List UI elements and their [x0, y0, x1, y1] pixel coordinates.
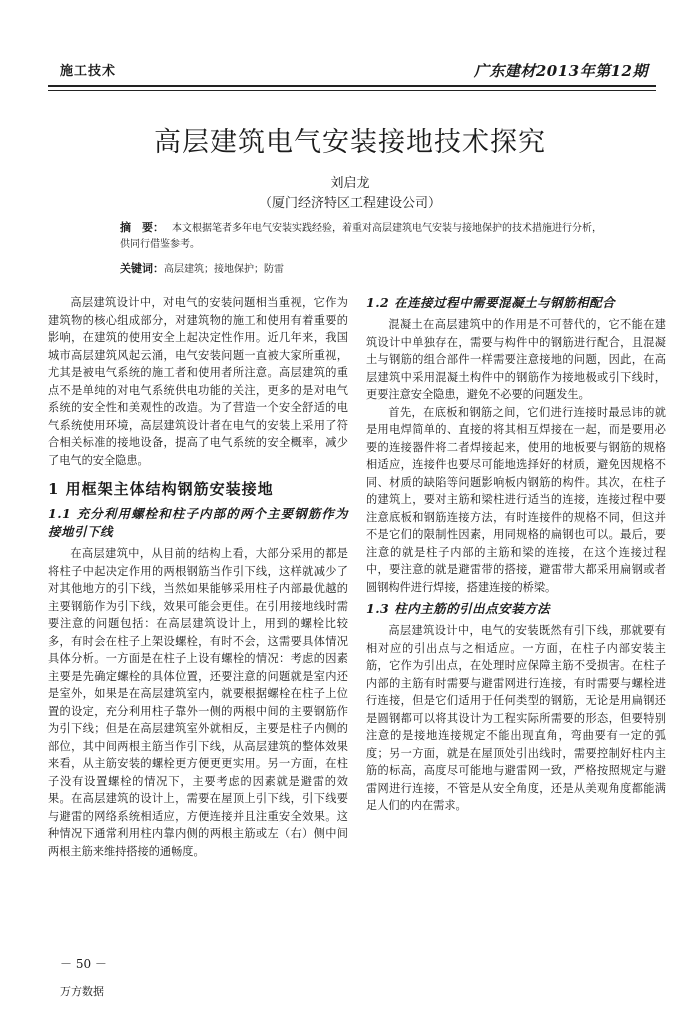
keywords-text: 高层建筑；接地保护；防雷 [164, 264, 284, 275]
section-1-3-heading: 1.3 柱内主筋的引出点安装方法 [366, 601, 551, 616]
section-1-1-paragraph: 在高层建筑中，从目前的结构上看，大部分采用的都是将柱子中起决定作用的两根钢筋当作引下线，这样就减少了对其他地方的引下线，当然如果能够采用柱子内部最优越的主要钢筋作为引下线，效果可能会更佳。在引用接地线时需要注意的问题包括：在高层建筑设计上，用到的螺栓比较多，有时会在柱子上架设螺栓，有时不会，这需要具体情况具体分析。一方面是在柱子上设有螺栓的情况：考虑的因素主要是先确定螺栓的具体位置，还要注意的问题就是室内还是室外，如果是在高层建筑室内，就要根据螺栓在柱子上位置的设定，充分利用柱子靠外一侧的两根中间的主要钢筋作为引下线；但是在高层建筑室外就相反，主要是柱子内侧的部位，其中间两根主筋当作引下线，从高层建筑的整体效果来看，从主筋安装的螺栓更方便更更实用。另一方面，在柱子没有设置螺栓的情况下，主要考虑的因素就是避雷的效果。在高层建筑的设计上，需要在屋顶上引下线，引下线要与避雷的网络系统相适应，方便连接并且注重安全效果。这种情况下通常利用柱内靠内侧的两根主筋或左（右）侧中间两根主筋来维持搭接的通畅度。 [48, 547, 348, 858]
article-author: 刘启龙 [330, 176, 370, 191]
left-column [48, 294, 348, 860]
section-1-2-paragraph-2: 首先，在底板和钢筋之间，它们进行连接时最忌讳的就是用电焊简单的、直接的将其相互焊接在一起，而是要用必要的连接器件将二者焊接起来，使用的地板要与钢筋的规格相适应，连接件也要尽可能地选择好的材质，避免因规格不同、材质的缺陷等问题影响板内钢筋的构件。其次，在柱子的建筑上，要对主筋和梁柱进行适当的连接，连接过程中要注意底板和钢筋连接方法，有时连接件的规格不同，但这并不是它们的限制性因素，用同规格的扁钢也可以。最后，要注意的就是柱子内部的主筋和梁的连接，在这个连接过程中，要注意的就是避雷带的搭接，避雷带大都采用扁钢或者圆钢构件进行焊接，搭建连接的桥梁。 [366, 405, 666, 594]
section-label: 施工技术 [60, 64, 117, 79]
header-rule-thick [48, 85, 656, 87]
section-1-1-heading: 1.1 充分利用螺栓和柱子内部的两个主要钢筋作为接地引下线 [48, 506, 348, 539]
footer-brand: 万方数据 [60, 985, 104, 998]
page-header [0, 0, 700, 98]
section-1-heading: 1 用框架主体结构钢筋安装接地 [48, 480, 274, 498]
abstract-label: 摘 要： [120, 221, 164, 234]
abstract [120, 220, 610, 253]
intro-paragraph: 高层建筑设计中，对电气的安装问题相当重视，它作为建筑物的核心组成部分，对建筑物的施工和使用有着重要的影响，在建筑的使用安全上起决定性作用。近几年来，我国城市高层建筑风起云涌，电气安装问题一直被大家所重视，尤其是被电气系统的施工者和使用者所注意。高层建筑的重点不是单纯的对电气系统供电功能的关注，更多的是对电气系统的安全性和美观性的改造。为了营造一个安全舒适的电气系统使用环境，高层建筑设计者在电气的安装上采用了符合相关标准的接地设备，提高了电气系统的安全概率，减少了电气的安全隐患。 [48, 296, 348, 467]
keywords-label: 关键词： [120, 262, 164, 275]
journal-issue: 广东建材2013年第12期 [473, 62, 648, 80]
section-1-3-paragraph: 高层建筑设计中，电气的安装既然有引下线，那就要有相对应的引出点与之相适应。一方面，在柱子内部安装主筋，它作为引出点，在处理时应保障主筋不受损害。在柱子内部的主筋有时需要与避雷网进行连接，有时需要与螺栓进行连接，但是它们适用于任何类型的钢筋，无论是用扁钢还是圆钢都可以将其设计为工程实际所需要的形态，但要特别注意的是接地连接规定不能出现直角，弯曲要有一定的弧度；另一方面，就是在屋顶处引出线时，需要控制好柱内主筋的标高，高度尽可能地与避雷网一致，严格按照规定与避雷网进行连接，不管是从安全角度，还是从美观角度都能满足人们的内在需求。 [366, 624, 666, 812]
section-1-2-paragraph-1: 混凝土在高层建筑中的作用是不可替代的，它不能在建筑设计中单独存在，需要与构件中的钢筋进行配合，且混凝土与钢筋的组合部件一样需要注意接地的问题，因此，在高层建筑中采用混凝土构件中的钢筋作为接地极或引下线时，更要注意安全隐患，避免不必要的问题发生。 [366, 318, 666, 401]
article-title: 高层建筑电气安装接地技术探究 [154, 127, 546, 158]
abstract-text: 本文根据笔者多年电气安装实践经验，着重对高层建筑电气安装与接地保护的技术措施进行分析，供同行借鉴参考。 [120, 223, 602, 250]
section-1-2-heading: 1.2 在连接过程中需要混凝土与钢筋相配合 [366, 295, 616, 310]
article-affiliation: （厦门经济特区工程建设公司） [258, 196, 441, 211]
right-column [366, 294, 666, 815]
keywords [120, 260, 610, 276]
header-rule-thin [48, 90, 656, 91]
page-number: － 50 － [60, 957, 107, 971]
